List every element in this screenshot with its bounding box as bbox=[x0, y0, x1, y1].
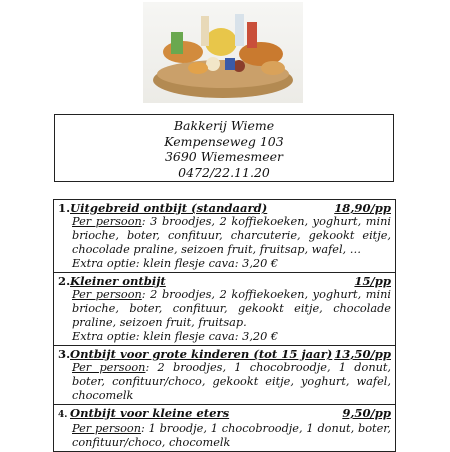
bakery-name: Bakkerij Wieme bbox=[173, 118, 275, 133]
bakery-city: 3690 Wiemesmeer bbox=[164, 149, 284, 164]
menu-item-price: 13,50/pp bbox=[334, 347, 391, 361]
bakery-phone: 0472/22.11.20 bbox=[178, 164, 270, 180]
breakfast-menu bbox=[53, 199, 396, 452]
menu-item-contents: : 2 broodjes, 1 chocobroodje, 1 donut, boter, confituur/choco, gekookt eitje, yoghurt, wafel, chocomelk bbox=[72, 361, 391, 402]
menu-item-extra: Extra optie: klein flesje cava: 3,20 € bbox=[72, 257, 279, 270]
menu-item-description bbox=[58, 422, 391, 450]
per-person-label: Per persoon bbox=[72, 288, 142, 301]
menu-item-title: Uitgebreid ontbijt (standaard) bbox=[70, 201, 268, 215]
per-person-label: Per persoon bbox=[72, 361, 146, 374]
bakery-street: Kempenseweg 103 bbox=[164, 133, 284, 149]
menu-item-description bbox=[58, 361, 391, 403]
menu-item-price: 15/pp bbox=[354, 274, 391, 288]
menu-item bbox=[54, 273, 395, 346]
menu-item-extra: Extra optie: klein flesje cava: 3,20 € bbox=[72, 330, 279, 343]
menu-item-contents: : 2 broodjes, 2 koffiekoeken, yoghurt, mini brioche, boter, confituur, gekookt eitje, chocolade praline, seizoen fruit, fruitsap. bbox=[72, 288, 391, 329]
bakery-address-box bbox=[54, 114, 394, 182]
menu-item-price: 9,50/pp bbox=[342, 406, 391, 420]
menu-item-header bbox=[58, 406, 391, 422]
per-person-label: Per persoon bbox=[72, 215, 142, 228]
breakfast-basket-photo bbox=[143, 2, 303, 103]
menu-item-contents: : 1 broodje, 1 chocobroodje, 1 donut, boter, confituur/choco, chocomelk bbox=[72, 422, 392, 449]
menu-item-description bbox=[58, 288, 391, 330]
menu-item bbox=[54, 346, 395, 405]
menu-item-contents: : 3 broodjes, 2 koffiekoeken, yoghurt, mini brioche, boter, confituur, charcuterie, gekookt eitje, chocolade praline, seizoen fruit, fruitsap, wafel, … bbox=[72, 215, 391, 256]
menu-item bbox=[54, 200, 395, 273]
menu-item-number: 2. bbox=[58, 274, 71, 288]
per-person-label: Per persoon bbox=[72, 422, 142, 435]
basket-icon bbox=[143, 2, 303, 103]
menu-item-number: 4. bbox=[58, 410, 68, 420]
menu-item-title: Kleiner ontbijt bbox=[70, 274, 166, 288]
menu-item-title: Ontbijt voor grote kinderen (tot 15 jaar) bbox=[70, 347, 333, 361]
menu-item bbox=[54, 405, 395, 452]
menu-item-header bbox=[58, 201, 391, 215]
menu-item-price: 18,90/pp bbox=[334, 201, 391, 215]
menu-item-description bbox=[58, 215, 391, 257]
menu-item-header bbox=[58, 347, 391, 361]
menu-item-title: Ontbijt voor kleine eters bbox=[70, 406, 230, 420]
menu-item-header bbox=[58, 274, 391, 288]
menu-item-number: 1. bbox=[58, 201, 71, 215]
menu-item-number: 3. bbox=[58, 347, 71, 361]
